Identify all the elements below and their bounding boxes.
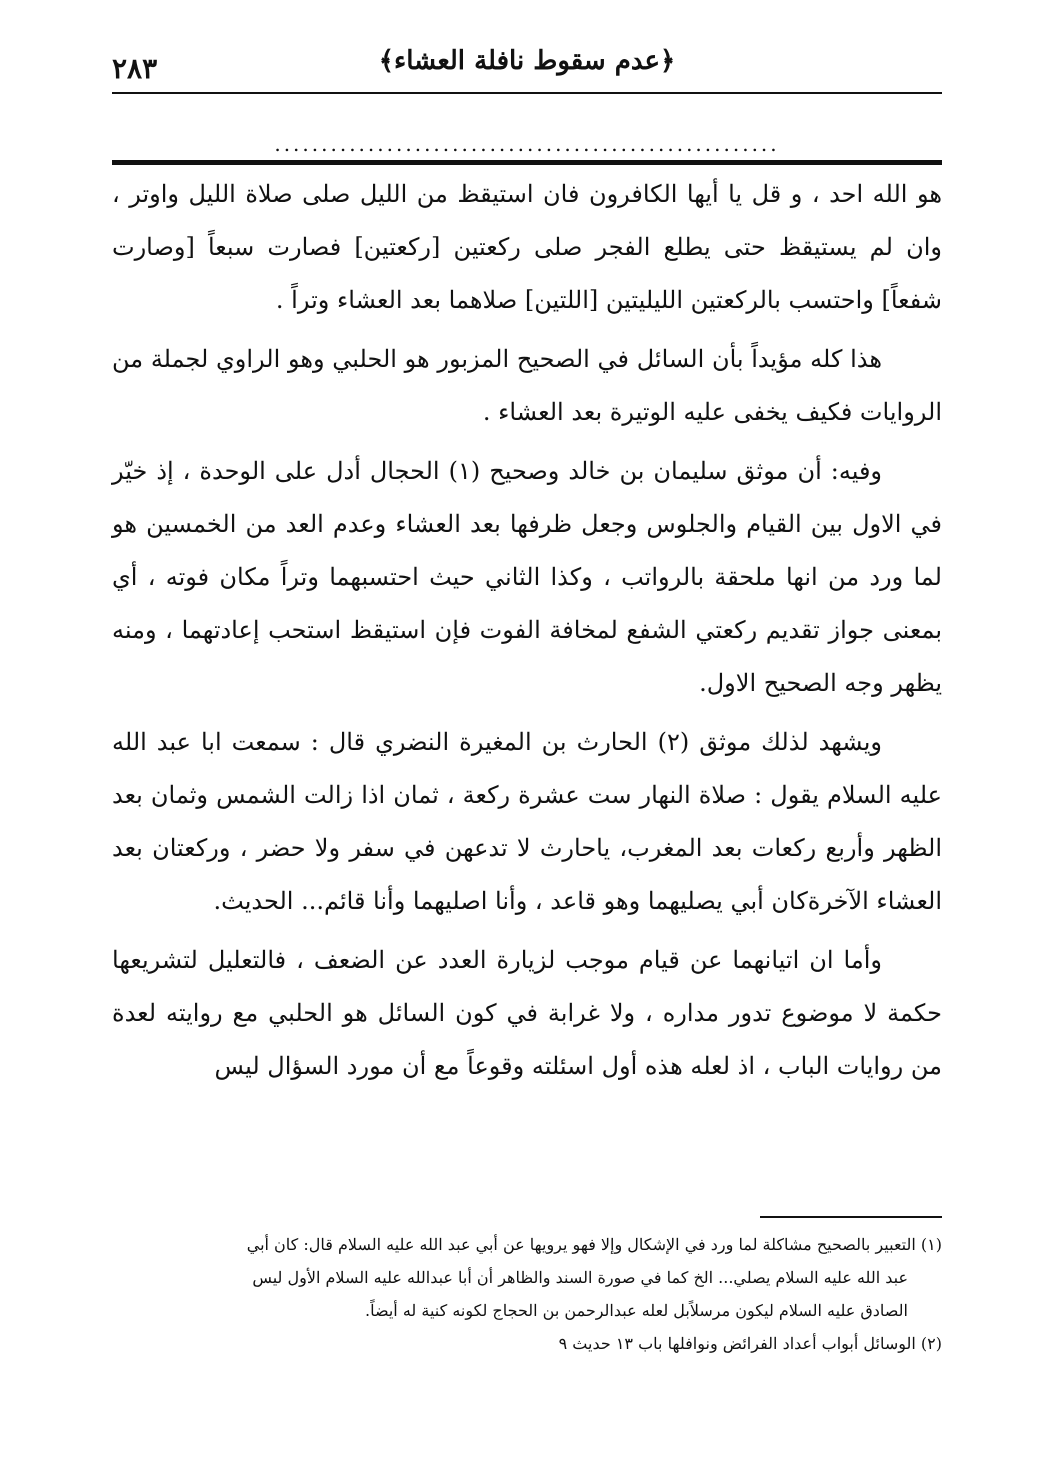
page-header — [112, 42, 942, 90]
main-text — [112, 168, 942, 1099]
paragraph: وفيه: أن موثق سليمان بن خالد وصحيح (١) الحجال أدل على الوحدة ، إذ خيّر في الاول بين القيام والجلوس وجعل ظرفها بعد العشاء وعدم العد من الخمسين هو لما ورد من انها ملحقة بالرواتب ، وكذا الثاني حيث احتسبهما وتراً مكان فوته ، أي بمعنى جواز تقديم ركعتي الشفع لمخافة الفوت فإن استيقظ استحب إعادتهما ، ومنه يظهر وجه الصحيح الاول. — [112, 457, 942, 697]
footnote-1-continued: عبد الله عليه السلام يصلي... الخ كما في صورة السند والظاهر أن أبا عبدالله عليه السلام الأول ليس — [252, 1268, 908, 1287]
thick-divider — [112, 160, 942, 165]
paragraph: هو الله احد ، و قل يا أيها الكافرون فان استيقظ من الليل صلى صلاة الليل واوتر ، وان لم يستيقظ حتى يطلع الفجر صلى ركعتين [ركعتين] فصارت سبعاً [وصارت شفعاً] واحتسب بالركعتين الليليتين [اللتين] صلاهما بعد العشاء وتراً . — [112, 180, 942, 314]
footnote-1: (١) التعبير بالصحيح مشاكلة لما ورد في الإشكال وإلا فهو يرويها عن أبي عبد الله عليه السلام قال: كان أبي — [246, 1235, 942, 1254]
paragraph: وأما ان اتيانهما عن قيام موجب لزيارة العدد عن الضعف ، فالتعليل لتشريعها حكمة لا موضوع تدور مداره ، ولا غرابة في كون السائل هو الحلبي مع روايته لعدة من روايات الباب ، اذ لعله هذه أول اسئلته وقوعاً مع أن مورد السؤال ليس — [112, 946, 943, 1080]
paragraph: ويشهد لذلك موثق (٢) الحارث بن المغيرة النضري قال : سمعت ابا عبد الله عليه السلام يقول : صلاة النهار ست عشرة ركعة ، ثمان اذا زالت الشمس وثمان بعد الظهر وأربع ركعات بعد المغرب، ياحارث لا تدعهن في سفر ولا حضر ، وركعتان بعد العشاء الآخرةكان أبي يصليهما وهو قاعد ، وأنا اصليهما وأنا قائم... الحديث. — [112, 728, 942, 915]
header-rule — [112, 92, 942, 94]
footnote-1-continued: الصادق عليه السلام ليكون مرسلاًبل لعله عبدالرحمن بن الحجاج لكونه كنية له أيضاً. — [365, 1301, 908, 1320]
page-number: ٢٨٣ — [112, 52, 158, 85]
running-title: ﴿عدم سقوط نافلة العشاء﴾ — [378, 46, 676, 76]
footnotes — [112, 1228, 942, 1360]
dotted-separator: ...................................................... — [274, 132, 780, 156]
paragraph: هذا كله مؤيداً بأن السائل في الصحيح المزبور هو الحلبي وهو الراوي لجملة من الروايات فكيف يخفى عليه الوتيرة بعد العشاء . — [112, 345, 942, 426]
footnote-rule — [760, 1216, 942, 1218]
footnote-2: (٢) الوسائل أبواب أعداد الفرائض ونوافلها باب ١٣ حديث ٩ — [558, 1334, 942, 1353]
